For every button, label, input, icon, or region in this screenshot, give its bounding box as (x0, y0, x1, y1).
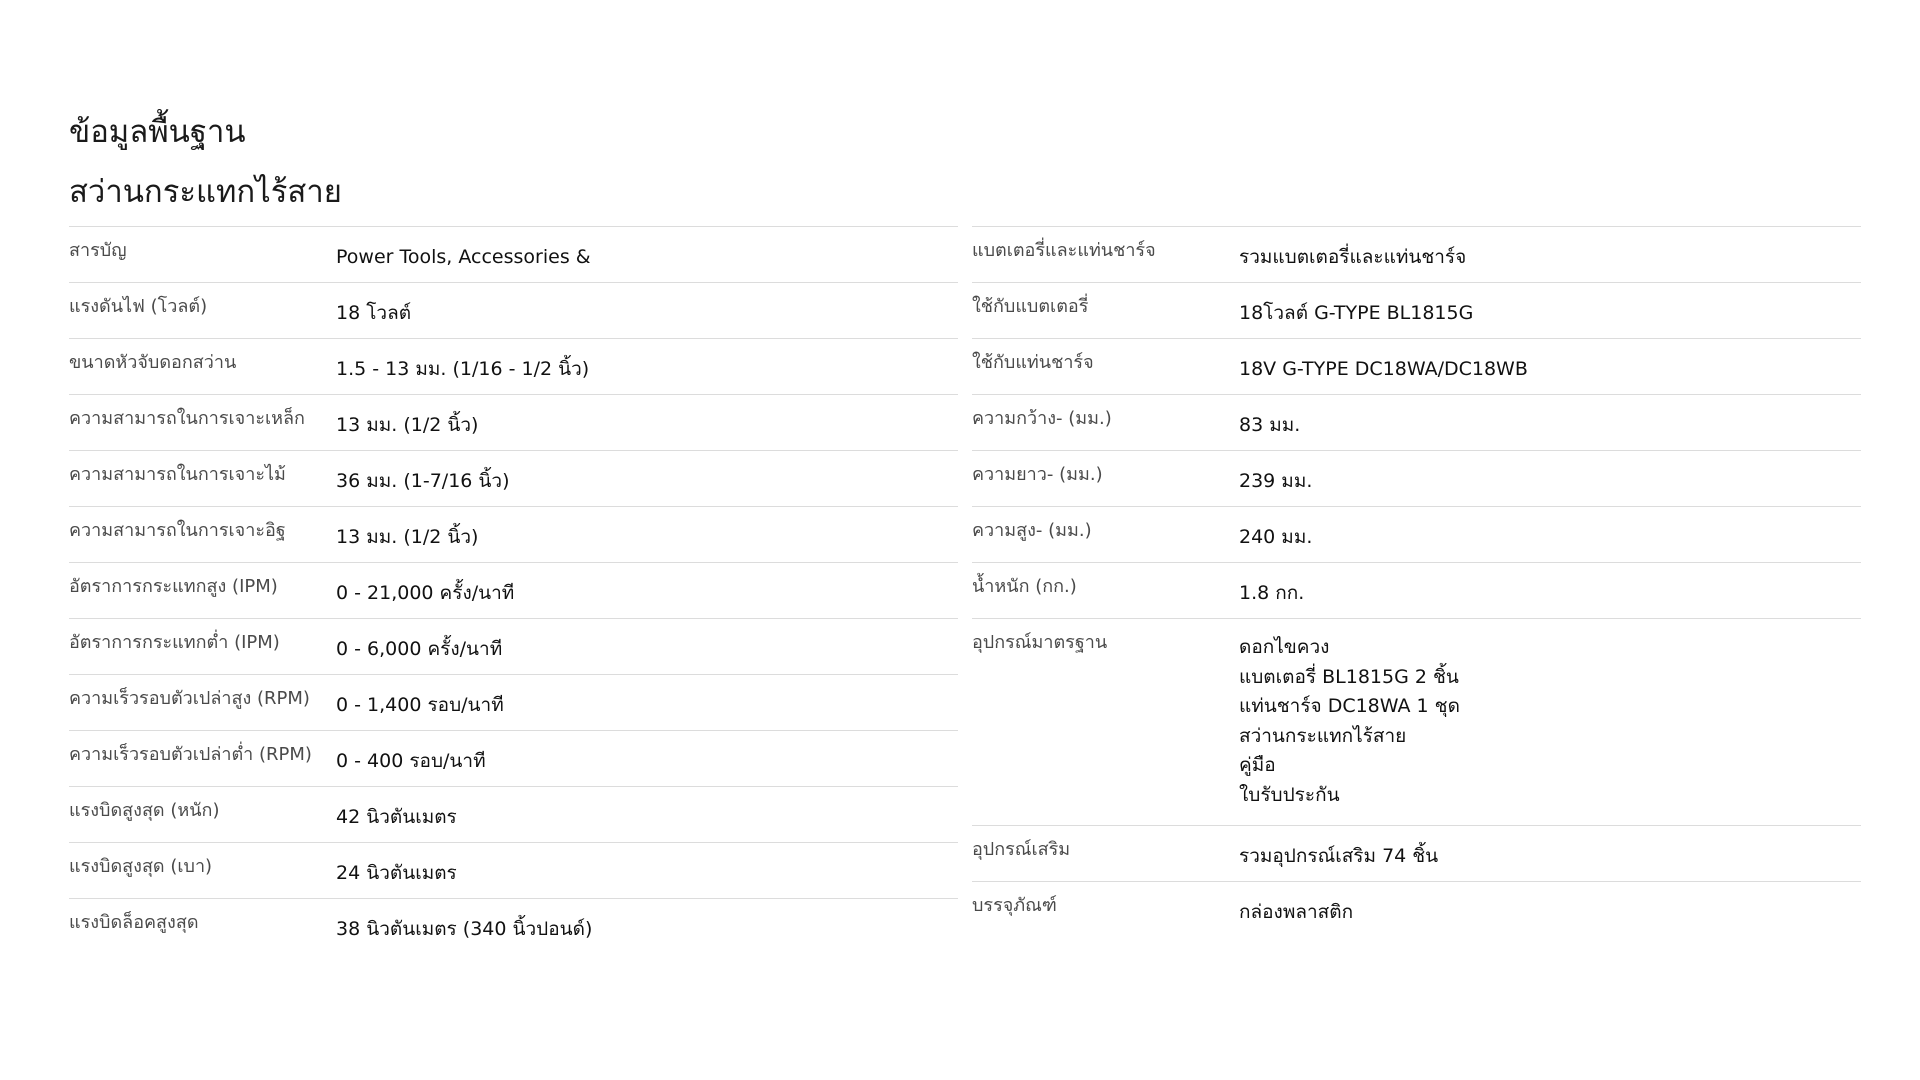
spec-value: 0 - 6,000 ครั้ง/นาที (336, 638, 503, 660)
spec-value: 18โวลต์ G-TYPE BL1815G (1239, 302, 1474, 324)
spec-label: ความยาว- (มม.) (972, 464, 1103, 485)
spec-label: อุปกรณ์มาตรฐาน (972, 632, 1108, 653)
spec-label: แรงบิดสูงสุด (เบา) (69, 856, 213, 877)
spec-row (972, 562, 1861, 618)
spec-row (972, 881, 1861, 937)
spec-row (69, 226, 958, 282)
spec-row (972, 226, 1861, 282)
spec-value: 239 มม. (1239, 470, 1313, 492)
equipment-item: ใบรับประกัน (1239, 783, 1340, 806)
spec-row (972, 338, 1861, 394)
spec-row-standard-equipment (972, 618, 1861, 825)
spec-label: ความเร็วรอบตัวเปล่าต่ำ (RPM) (69, 744, 312, 765)
spec-label: แรงบิดสูงสุด (หนัก) (69, 800, 220, 821)
spec-row (69, 506, 958, 562)
spec-label: ความสามารถในการเจาะไม้ (69, 464, 286, 485)
equipment-item: คู่มือ (1239, 754, 1276, 777)
spec-row (972, 282, 1861, 338)
spec-row (69, 786, 958, 842)
spec-value: 1.8 กก. (1239, 582, 1305, 604)
spec-row (69, 730, 958, 786)
spec-value: 24 นิวตันเมตร (336, 862, 457, 884)
spec-value: 0 - 400 รอบ/นาที (336, 750, 486, 772)
spec-row (972, 506, 1861, 562)
spec-label: ความสามารถในการเจาะเหล็ก (69, 408, 305, 429)
spec-row (69, 674, 958, 730)
spec-value: 13 มม. (1/2 นิ้ว) (336, 414, 479, 436)
spec-row (69, 394, 958, 450)
spec-value: 36 มม. (1-7/16 นิ้ว) (336, 470, 510, 492)
spec-value: 38 นิวตันเมตร (340 นิ้วปอนด์) (336, 918, 593, 940)
spec-label: สารบัญ (69, 240, 127, 261)
equipment-item: แท่นชาร์จ DC18WA 1 ชุด (1239, 695, 1460, 718)
spec-value: 13 มม. (1/2 นิ้ว) (336, 526, 479, 548)
spec-label: อุปกรณ์เสริม (972, 838, 1071, 860)
spec-value: 0 - 21,000 ครั้ง/นาที (336, 582, 515, 604)
spec-value: 240 มม. (1239, 526, 1313, 548)
spec-label: บรรจุภัณฑ์ (972, 894, 1057, 916)
spec-column-left (69, 226, 958, 954)
product-title: สว่านกระแทกไร้สาย (69, 174, 342, 210)
spec-label: ความสามารถในการเจาะอิฐ (69, 520, 286, 541)
spec-row (972, 450, 1861, 506)
equipment-item: สว่านกระแทกไร้สาย (1239, 724, 1407, 747)
section-title: ข้อมูลพื้นฐาน (69, 114, 246, 150)
spec-value-list (1239, 619, 1861, 825)
spec-value: 1.5 - 13 มม. (1/16 - 1/2 นิ้ว) (336, 358, 590, 380)
spec-label: น้ำหนัก (กก.) (972, 576, 1077, 597)
spec-row (69, 338, 958, 394)
spec-row (69, 898, 958, 954)
spec-value: Power Tools, Accessories & (336, 246, 591, 268)
spec-value: 0 - 1,400 รอบ/นาที (336, 694, 504, 716)
spec-value: 18V G-TYPE DC18WA/DC18WB (1239, 358, 1528, 380)
spec-row (69, 842, 958, 898)
spec-label: ใช้กับแบตเตอรี่ (972, 296, 1089, 317)
spec-label: อัตราการกระแทกต่ำ (IPM) (69, 632, 280, 653)
spec-label: ใช้กับแท่นชาร์จ (972, 352, 1094, 373)
spec-row (69, 282, 958, 338)
spec-row (69, 618, 958, 674)
spec-value: รวมแบตเตอรี่และแท่นชาร์จ (1239, 246, 1467, 268)
spec-label: ขนาดหัวจับดอกสว่าน (69, 352, 237, 373)
spec-label: ความเร็วรอบตัวเปล่าสูง (RPM) (69, 688, 310, 709)
spec-value: 83 มม. (1239, 414, 1301, 436)
spec-value: 18 โวลต์ (336, 302, 412, 324)
spec-value: กล่องพลาสติก (1239, 900, 1354, 923)
spec-row (69, 450, 958, 506)
spec-row (972, 394, 1861, 450)
spec-label: แบตเตอรี่และแท่นชาร์จ (972, 240, 1156, 261)
spec-label: อัตราการกระแทกสูง (IPM) (69, 576, 278, 597)
spec-label: ความสูง- (มม.) (972, 520, 1092, 541)
equipment-item: แบตเตอรี่ BL1815G 2 ชิ้น (1239, 665, 1459, 688)
spec-row (972, 825, 1861, 881)
spec-row (69, 562, 958, 618)
spec-column-right (972, 226, 1861, 937)
spec-label: แรงบิดล็อคสูงสุด (69, 912, 199, 933)
spec-value: 42 นิวตันเมตร (336, 806, 457, 828)
spec-label: แรงดันไฟ (โวลต์) (69, 296, 208, 317)
spec-label: ความกว้าง- (มม.) (972, 408, 1112, 429)
equipment-item: ดอกไขควง (1239, 636, 1330, 658)
spec-value: รวมอุปกรณ์เสริม 74 ชิ้น (1239, 844, 1439, 867)
specifications-section (69, 108, 1862, 940)
